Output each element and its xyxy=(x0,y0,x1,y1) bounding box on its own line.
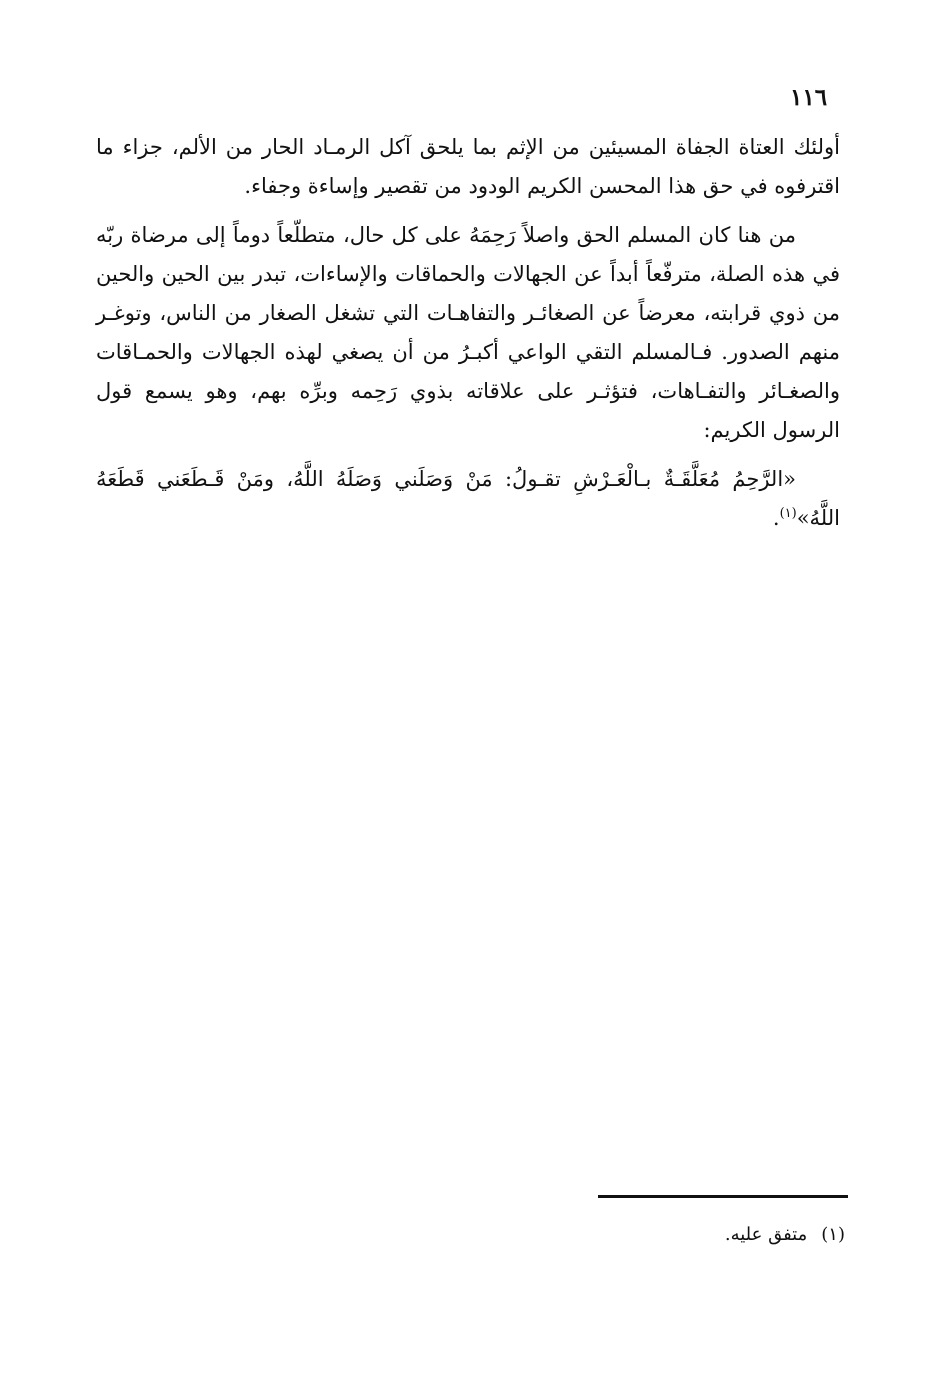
paragraph-1: أولئك العتاة الجفاة المسيئين من الإثم بما يلحق آكل الرمـاد الحار من الألم، جزاء ما اقترفوه في حق هذا المحسن الكريم الودود من تقصير وإساءة وجفاء. xyxy=(96,135,840,198)
footnote xyxy=(560,1220,845,1250)
footnote-text: متفق عليه. xyxy=(724,1224,808,1245)
footnote-separator xyxy=(598,1195,848,1198)
footnote-marker: (١) xyxy=(821,1224,845,1245)
page-number: ١١٦ xyxy=(790,84,828,111)
hadith-text: «الرَّحِمُ مُعَلَّقَـةٌ بـالْعَـرْشِ تقـولُ: مَنْ وَصَلَني وَصَلَهُ اللَّهُ، ومَنْ قَـطَعَني قَطَعَهُ اللَّهُ» xyxy=(96,467,840,530)
hadith-end-mark: . xyxy=(772,506,780,530)
body-text xyxy=(96,128,840,538)
footnote-reference[interactable]: (١) xyxy=(779,506,797,521)
hadith-quote xyxy=(96,460,840,538)
paragraph-2: من هنا كان المسلم الحق واصلاً رَحِمَهُ على كل حال، متطلّعاً دوماً إلى مرضاة ربّه في هذه الصلة، مترفّعاً أبداً عن الجهالات والحماقات والإساءات، تبدر بين الحين والحين من ذوي قرابته، معرضاً عن الصغائـر والتفاهـات التي تشغل الصغار من الناس، وتوغـر منهم الصدور. فـالمسلم التقي الواعي أكبـرُ من أن يصغي لهذه الجهالات والحمـاقات والصغـائر والتفـاهات، فتؤثـر على علاقاته بذوي رَحِمه وبرِّه بهم، وهو يسمع قول الرسول الكريم: xyxy=(96,223,840,442)
